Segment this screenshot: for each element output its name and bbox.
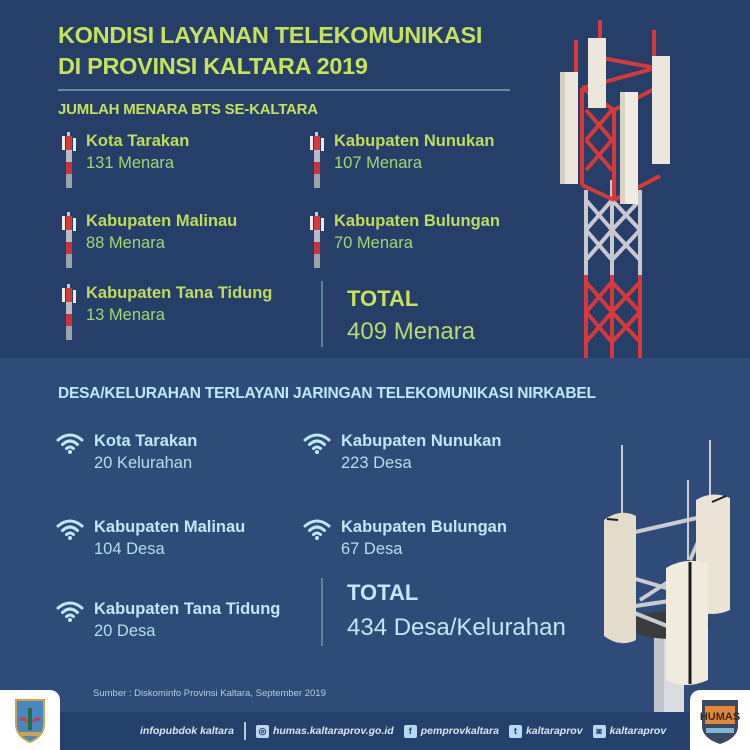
antenna-tower-illustration (580, 440, 750, 712)
wireless-item-name: Kabupaten Bulungan (341, 518, 507, 536)
wireless-item-value: 223 Desa (341, 454, 412, 472)
bts-total-divider (321, 281, 323, 347)
wireless-item-name: Kabupaten Nunukan (341, 432, 502, 450)
footer-link-label: pemprovkaltara (420, 725, 499, 737)
wireless-item-value: 67 Desa (341, 540, 403, 558)
bts-item-name: Kabupaten Tana Tidung (86, 284, 273, 302)
bts-tower-icon (62, 284, 76, 340)
wireless-total-divider (321, 578, 323, 646)
twitter-icon: t (509, 725, 522, 738)
title-divider (58, 89, 510, 91)
bts-item-malinau (62, 210, 237, 268)
bts-item-tana-tidung (62, 282, 272, 340)
wireless-item-name: Kabupaten Malinau (94, 518, 246, 536)
globe-icon: ◎ (256, 725, 269, 738)
footer-link-instagram[interactable] (593, 725, 667, 738)
wifi-icon (303, 432, 331, 454)
bts-item-value: 88 Menara (86, 234, 165, 252)
wireless-item-value: 20 Desa (94, 622, 156, 640)
footer-link-label: infopubdok kaltara (140, 725, 234, 737)
bts-tower-icon (62, 132, 76, 188)
wifi-icon (56, 432, 84, 454)
wireless-item-name: Kabupaten Tana Tidung (94, 600, 281, 618)
wifi-icon (56, 518, 84, 540)
bts-item-value: 13 Menara (86, 306, 165, 324)
title-line-2: DI PROVINSI KALTARA 2019 (58, 53, 368, 79)
footer-link-facebook[interactable] (404, 725, 499, 738)
footer-link-label: humas.kaltaraprov.go.id (272, 725, 394, 737)
wireless-item-value: 104 Desa (94, 540, 165, 558)
wireless-total-value: 434 Desa/Kelurahan (347, 614, 566, 641)
province-emblem-logo (0, 690, 60, 750)
bts-heading: JUMLAH MENARA BTS SE-KALTARA (58, 101, 318, 118)
humas-logo (690, 690, 750, 750)
bts-tower-icon (310, 132, 324, 188)
footer-separator (244, 722, 246, 740)
svg-text:HUMAS: HUMAS (699, 711, 741, 723)
wifi-icon (56, 600, 84, 622)
bts-item-name: Kabupaten Nunukan (334, 132, 495, 150)
wireless-heading: DESA/KELURAHAN TERLAYANI JARINGAN TELEKOMUNIKASI NIRKABEL (58, 385, 596, 402)
wireless-item-value: 20 Kelurahan (94, 454, 193, 472)
footer-link-website[interactable] (256, 725, 394, 738)
footer-link-infopubdok[interactable] (140, 725, 234, 737)
bts-tower-icon (310, 212, 324, 268)
bts-item-tarakan (62, 130, 189, 188)
wireless-item-nunukan (303, 430, 501, 474)
footer-links (140, 712, 666, 750)
bts-item-value: 70 Menara (334, 234, 413, 252)
wireless-item-tarakan (56, 430, 197, 474)
wireless-item-tana-tidung (56, 598, 280, 642)
bts-section (0, 0, 750, 358)
footer-link-twitter[interactable] (509, 725, 583, 738)
wireless-total-label: TOTAL (347, 580, 419, 605)
instagram-icon: ◙ (593, 725, 606, 738)
wifi-icon (303, 518, 331, 540)
bts-item-name: Kabupaten Malinau (86, 212, 238, 230)
bts-item-name: Kota Tarakan (86, 132, 190, 150)
bts-item-nunukan (310, 130, 494, 188)
bts-tower-icon (62, 212, 76, 268)
bts-tower-illustration (540, 20, 750, 358)
page-title (58, 20, 482, 82)
bts-item-name: Kabupaten Bulungan (334, 212, 500, 230)
wireless-item-bulungan (303, 516, 507, 560)
humas-badge-icon (690, 690, 750, 750)
bts-item-value: 107 Menara (334, 154, 423, 172)
facebook-icon: f (404, 725, 417, 738)
wireless-item-malinau (56, 516, 245, 560)
wireless-item-name: Kota Tarakan (94, 432, 198, 450)
bts-total-label: TOTAL (347, 286, 419, 311)
bts-total-value: 409 Menara (347, 318, 476, 345)
bts-item-value: 131 Menara (86, 154, 175, 172)
source-note: Sumber : Diskominfo Provinsi Kaltara, September 2019 (93, 688, 326, 699)
footer-link-label: kaltaraprov (525, 725, 583, 737)
footer-link-label: kaltaraprov (609, 725, 667, 737)
title-line-1: KONDISI LAYANAN TELEKOMUNIKASI (58, 22, 483, 48)
footer-bar (0, 712, 750, 750)
emblem-icon (0, 690, 60, 750)
bts-item-bulungan (310, 210, 500, 268)
